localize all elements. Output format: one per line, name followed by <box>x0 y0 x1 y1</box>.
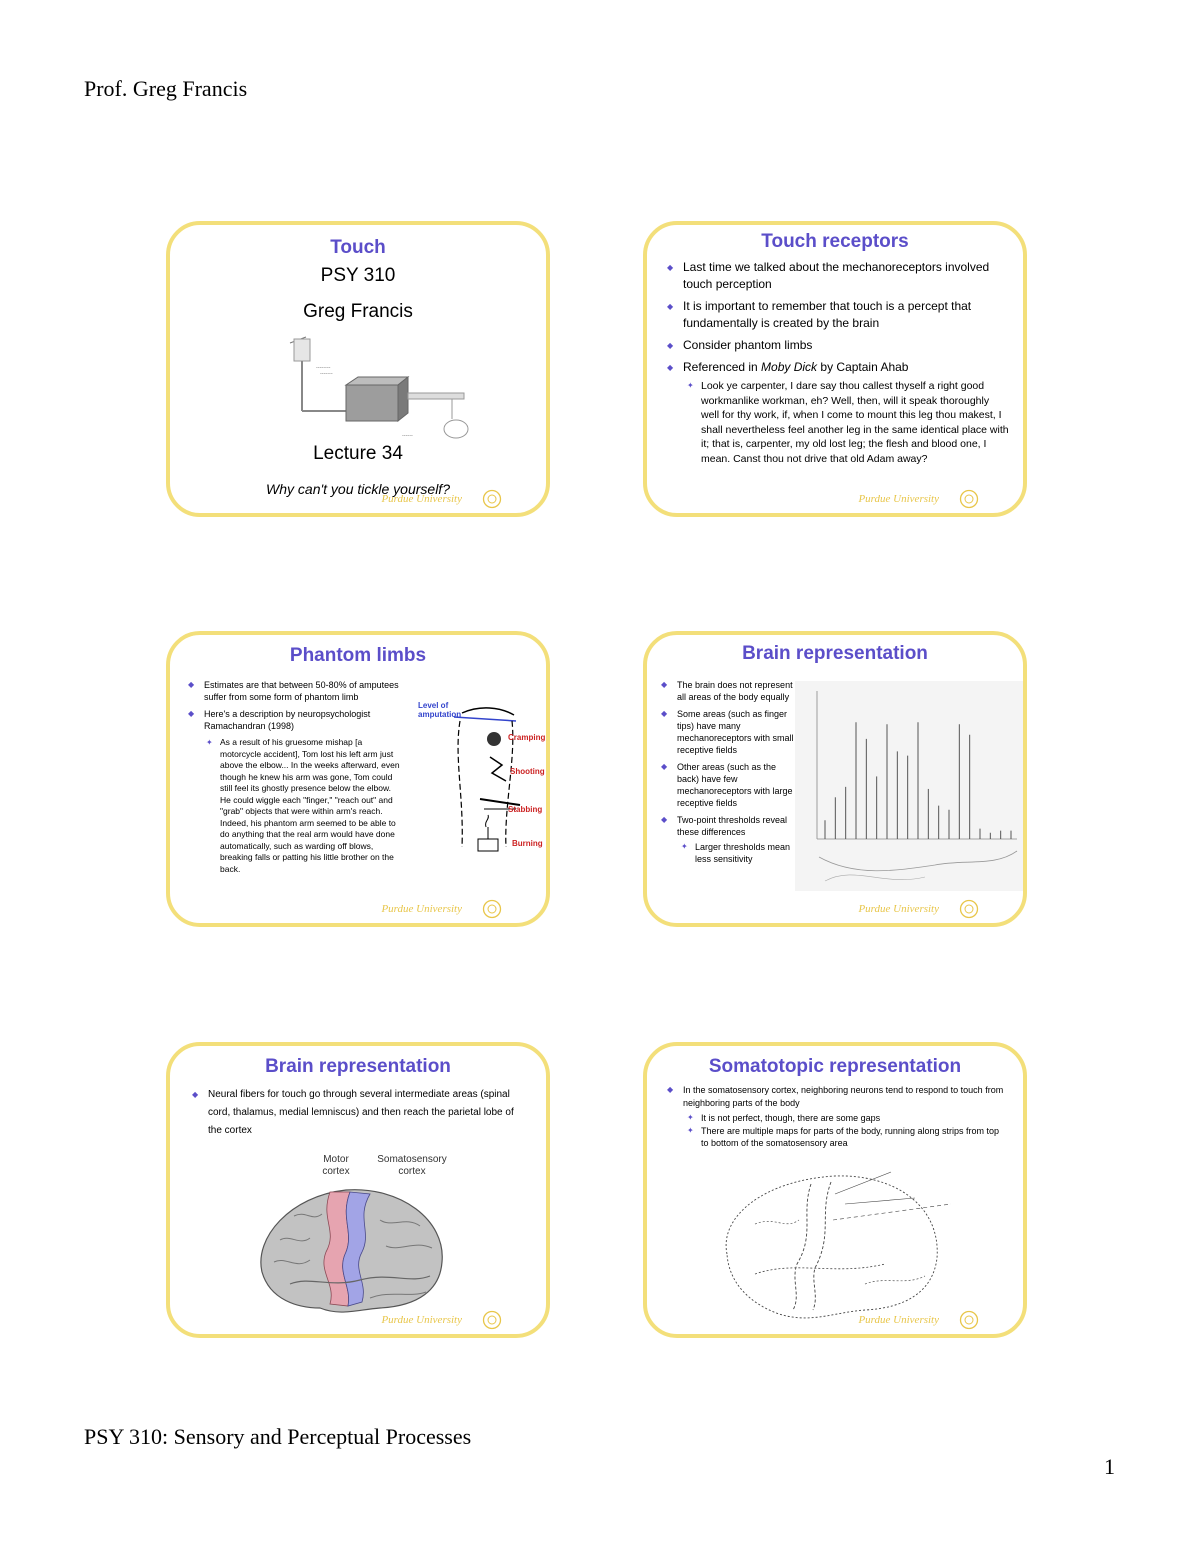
motor-cortex-label: Motor cortex <box>322 1154 350 1177</box>
svg-text:------: ------ <box>402 433 413 439</box>
slide-title: Brain representation <box>265 1056 451 1077</box>
phantom-arm-figure <box>420 697 550 875</box>
slide-brain-representation-1 <box>643 631 1027 927</box>
purdue-seal-icon <box>482 489 502 509</box>
purdue-brand: Purdue University <box>381 493 462 505</box>
purdue-brand: Purdue University <box>858 493 939 505</box>
slide-brain-representation-2 <box>166 1042 550 1338</box>
ahab-quote: ✦ Look ye carpenter, I dare say thou callest thyself a right good workmanlike workman, eh? Well, then, will it speak thoroughly well for thy work, if, when I come to mount this leg thou makest, I shall nevertheless feel another leg in the same identical place with it; that is, carpenter, my old lost leg; the flesh and blood one, I mean. Canst thou not drive that old Adam away? <box>683 379 1009 466</box>
slide-title: Brain representation <box>742 643 928 664</box>
bullet: ◆ Last time we talked about the mechanoreceptors involved touch perception <box>661 259 1009 293</box>
purdue-brand: Purdue University <box>858 903 939 915</box>
bullet: ◆ Consider phantom limbs <box>661 337 1009 354</box>
bullet-text: Referenced in <box>683 360 762 374</box>
bullet: ◆ Other areas (such as the back) have few mechanoreceptors with large receptive fields <box>655 761 795 809</box>
stabbing-label: Stabbing <box>508 805 543 814</box>
bullet: ◆ Some areas (such as finger tips) have many mechanoreceptors with small receptive fields <box>655 708 795 756</box>
sub-bullet: ✦ Larger thresholds mean less sensitivity <box>677 841 795 865</box>
two-point-threshold-chart <box>795 681 1023 891</box>
bullet: ◆ Estimates are that between 50-80% of amputees suffer from some form of phantom limb <box>182 679 404 703</box>
purdue-brand: Purdue University <box>381 1314 462 1326</box>
bullet <box>655 814 795 865</box>
bullet: ◆ It is important to remember that touch is a percept that fundamentally is created by the brain <box>661 298 1009 332</box>
book-title: Moby Dick <box>761 360 818 374</box>
purdue-seal-icon <box>482 899 502 919</box>
page-footer: PSY 310: Sensory and Perceptual Processes <box>84 1424 472 1449</box>
svg-text:-------: ------- <box>320 371 333 377</box>
purdue-seal-icon <box>959 899 979 919</box>
bullet-text: by Captain Ahab <box>817 360 909 374</box>
ramachandran-quote: ✦ As a result of his gruesome mishap [a motorcycle accident], Tom lost his left arm just above the elbow... In the weeks afterward, even though he knew his arm was gone, Tom could still feel its ghostly presence below the elbow. He could wiggle each "finger," "reach out" and "grab" objects that were within arm's reach. Indeed, his phantom arm seemed to be able to do anything that the real arm would have done automatically, such as warding off blows, breaking falls or patting his little brother on the back. <box>202 737 404 875</box>
slide-touch-title <box>166 221 550 517</box>
purdue-brand: Purdue University <box>381 903 462 915</box>
page-header: Prof. Greg Francis <box>84 76 248 101</box>
course-code: PSY 310 <box>320 265 396 286</box>
bullet-text: In the somatosensory cortex, neighboring neurons tend to respond to touch from neighboring parts of the body <box>683 1085 1004 1108</box>
burning-label: Burning <box>512 839 543 848</box>
lecture-subtitle: Why can't you tickle yourself? <box>266 481 450 497</box>
apparatus-illustration <box>280 333 470 445</box>
slide-title: Phantom limbs <box>289 645 427 666</box>
slide-touch-receptors <box>643 221 1027 517</box>
bullet <box>661 1084 1007 1150</box>
slide-title: Touch receptors <box>761 231 909 252</box>
bullet-text: Two-point thresholds reveal these differences <box>677 815 788 837</box>
purdue-seal-icon <box>482 1310 502 1330</box>
bullet: ◆ The brain does not represent all areas of the body equally <box>655 679 795 703</box>
somatosensory-cortex-label: Somatosensory cortex <box>377 1154 447 1177</box>
slide-title: Somatotopic representation <box>708 1056 962 1077</box>
slide-title: Touch <box>330 237 386 258</box>
bullet <box>661 359 1009 466</box>
brain-cortex-illustration <box>250 1180 450 1320</box>
sub-bullet: ✦ It is not perfect, though, there are some gaps <box>683 1112 1007 1125</box>
slide-phantom-limbs <box>166 631 550 927</box>
amputation-label: Level of amputation <box>418 701 462 719</box>
lecture-number: Lecture 34 <box>313 443 403 464</box>
page-number: 1 <box>1104 1454 1115 1479</box>
svg-text:--------: -------- <box>316 365 331 371</box>
somatotopic-map-illustration <box>715 1164 961 1334</box>
purdue-brand: Purdue University <box>858 1314 939 1326</box>
bullet: ◆ Neural fibers for touch go through several intermediate areas (spinal cord, thalamus, medial lemniscus) and then reach the parietal lobe of the cortex <box>186 1086 530 1140</box>
purdue-seal-icon <box>959 1310 979 1330</box>
cramping-label: Cramping <box>508 733 546 742</box>
sub-bullet: ✦ There are multiple maps for parts of the body, running along strips from top to bottom of the somatosensory area <box>683 1125 1007 1150</box>
slide-somatotopic-representation <box>643 1042 1027 1338</box>
author-name: Greg Francis <box>303 301 413 322</box>
bullet: ◆ Here's a description by neuropsychologist Ramachandran (1998) <box>182 708 404 732</box>
purdue-seal-icon <box>959 489 979 509</box>
shooting-label: Shooting <box>510 767 545 776</box>
